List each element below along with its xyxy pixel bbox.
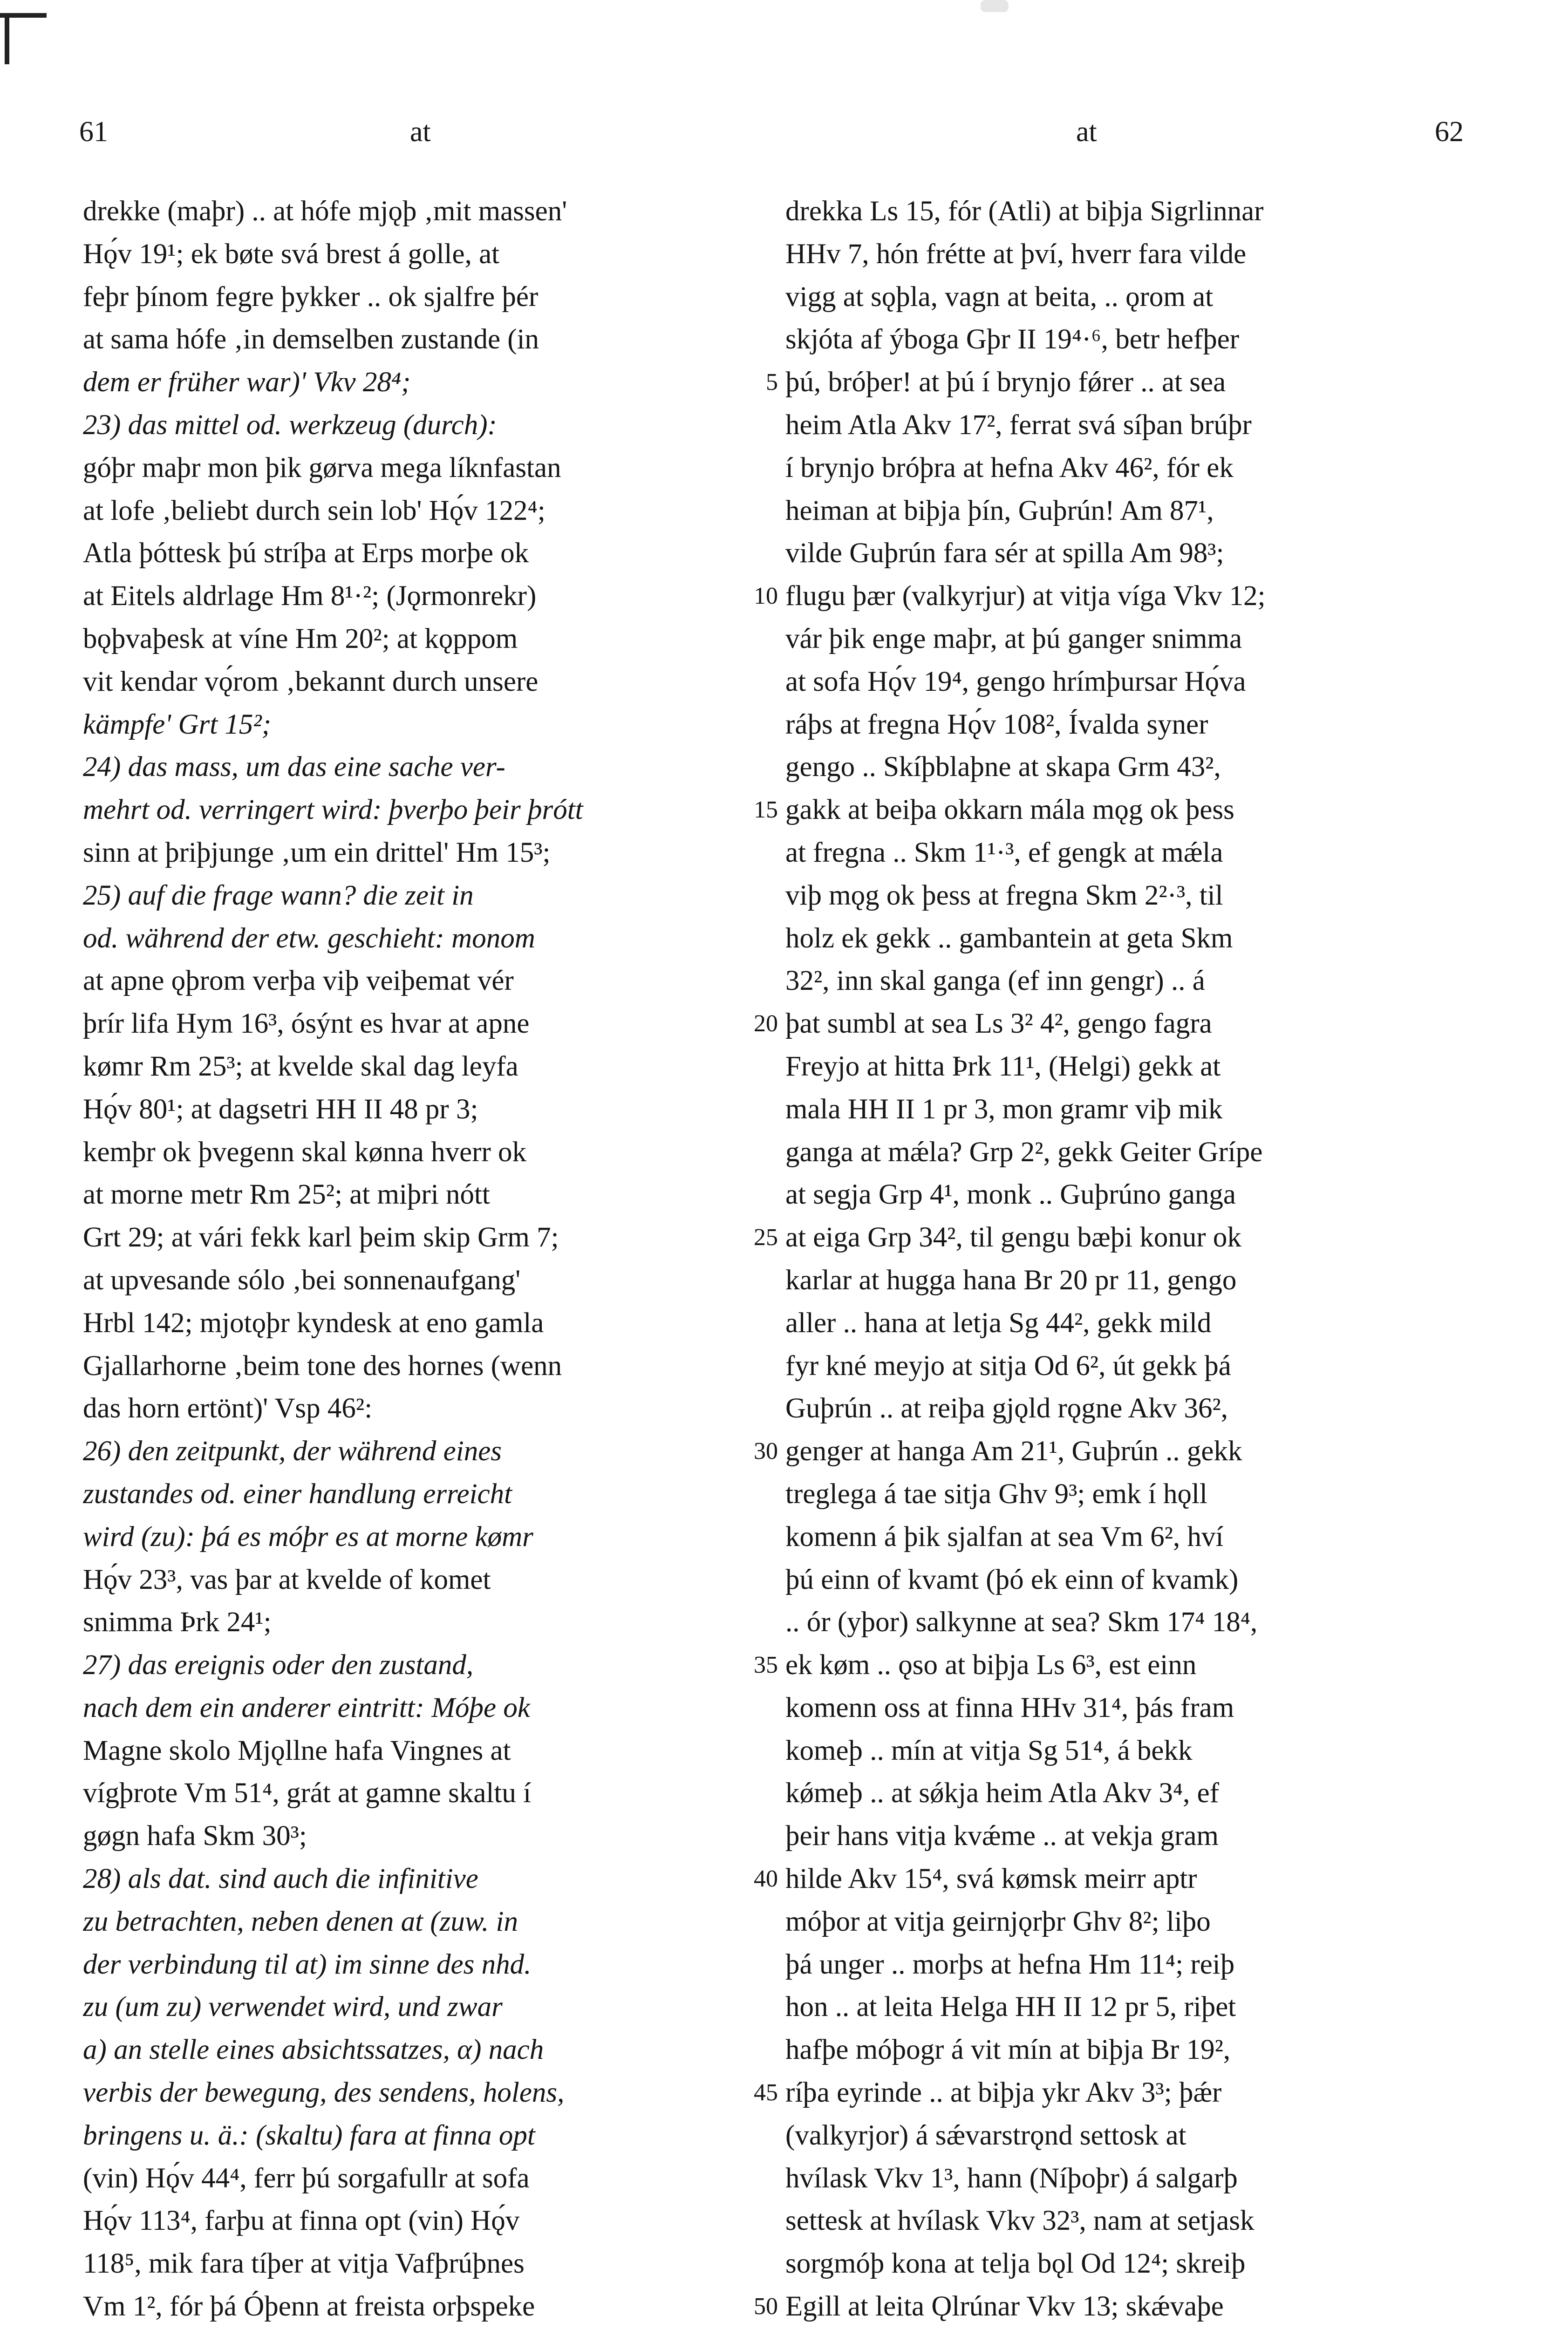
left-text-line: góþr maþr mon þik gørva mega líknfastan [83,452,561,484]
left-text-line: verbis der bewegung, des sendens, holens, [83,2077,565,2109]
left-text-line: feþr þínom fegre þykker .. ok sjalfre þér [83,281,539,313]
left-text-line: drekke (maþr) .. at hófe mjǫþ ‚mit massen' [83,196,567,227]
left-text-line: nach dem ein anderer eintritt: Móþe ok [83,1692,530,1723]
right-text-line: 32², inn skal ganga (ef inn gengr) .. á [785,965,1205,997]
left-text-line: Hrbl 142; mjotǫþr kyndesk at eno gamla [83,1307,544,1339]
right-text-line: komeþ .. mín at vitja Sg 51⁴, á bekk [785,1735,1193,1766]
line-number: 35 [754,1652,778,1679]
right-text-line: heiman at biþja þín, Guþrún! Am 87¹, [785,495,1214,526]
right-text-line: Freyjo at hitta Þrk 11¹, (Helgi) gekk at [785,1050,1221,1082]
left-text-line: snimma Þrk 24¹; [83,1607,272,1638]
right-page-number: 62 [1435,116,1464,148]
right-text-line: vár þik enge maþr, at þú ganger snimma [785,623,1242,654]
right-text-line: genger at hanga Am 21¹, Guþrún .. gekk [785,1436,1242,1467]
line-number: 50 [754,2293,778,2320]
left-text-line: zustandes od. einer handlung erreicht [83,1478,512,1510]
left-text-line: od. während der etw. geschieht: monom [83,922,535,954]
left-text-line: at Eitels aldrlage Hm 8¹·²; (Jǫrmonrekr) [83,580,537,612]
left-text-line: þrír lifa Hym 16³, ósýnt es hvar at apne [83,1008,530,1040]
left-text-line: wird (zu): þá es móþr es at morne kømr [83,1521,533,1553]
right-text-line: HHv 7, hón frétte at því, hverr fara vilde [785,238,1247,270]
left-text-line: kømr Rm 25³; at kvelde skal dag leyfa [83,1050,518,1082]
right-text-column [785,190,1463,2329]
right-text-line: þú, bróþer! at þú í brynjo fǿrer .. at sea [785,367,1226,398]
right-text-line: at fregna .. Skm 1¹·³, ef gengk at mǽla [785,837,1223,868]
right-text-line: komenn á þik sjalfan at sea Vm 6², hví [785,1521,1224,1553]
right-text-line: viþ mǫg ok þess at fregna Skm 2²·³, til [785,879,1223,911]
left-text-line: 27) das ereignis oder den zustand, [83,1649,474,1681]
left-text-line: vit kendar vǫ́rom ‚bekannt durch unsere [83,666,539,697]
right-text-line: hilde Akv 15⁴, svá kømsk meirr aptr [785,1863,1197,1895]
left-text-line: zu betrachten, neben denen at (zuw. in [83,1906,518,1937]
right-text-line: þá unger .. morþs at hefna Hm 11⁴; reiþ [785,1948,1235,1980]
right-text-line: at eiga Grp 34², til gengu bæþi konur ok [785,1222,1241,1253]
left-text-line: at morne metr Rm 25²; at miþri nótt [83,1179,490,1211]
left-text-line: dem er früher war)' Vkv 28⁴; [83,367,411,398]
right-text-line: komenn oss at finna HHv 31⁴, þás fram [785,1692,1234,1723]
left-text-column [83,190,761,2329]
left-text-line: at apne ǫþrom verþa viþ veiþemat vér [83,965,514,997]
left-text-line: Vm 1², fór þá Óþenn at freista orþspeke [83,2291,535,2322]
right-text-line: aller .. hana at letja Sg 44², gekk mild [785,1307,1212,1339]
left-text-line: 24) das mass, um das eine sache ver- [83,751,505,783]
left-text-line: 28) als dat. sind auch die infinitive [83,1863,478,1895]
left-text-line: sinn at þriþjunge ‚um ein drittel' Hm 15³; [83,837,551,868]
left-text-line: 25) auf die frage wann? die zeit in [83,879,474,911]
right-text-line: heim Atla Akv 17², ferrat svá síþan brúþr [785,409,1252,441]
left-text-line: Magne skolo Mjǫllne hafa Vingnes at [83,1735,511,1766]
line-number: 15 [754,797,778,824]
line-number: 5 [766,369,778,396]
scan-corner-mark [0,0,51,65]
line-number: 30 [754,1438,778,1465]
left-text-line: Hǫ́v 23³, vas þar at kvelde of komet [83,1564,491,1595]
left-text-line: bǫþvaþesk at víne Hm 20²; at kǫppom [83,623,518,654]
line-number: 40 [754,1866,778,1893]
left-text-line: at upvesande sólo ‚bei sonnenaufgang' [83,1264,521,1296]
right-text-line: ganga at mǽla? Grp 2², gekk Geiter Grípe [785,1136,1263,1168]
left-text-line: Gjallarhorne ‚beim tone des hornes (wenn [83,1350,562,1382]
right-text-line: hvílask Vkv 1³, hann (Níþoþr) á salgarþ [785,2162,1238,2194]
right-text-line: skjóta af ýboga Gþr II 19⁴·⁶, betr hefþer [785,324,1240,355]
right-text-line: í brynjo bróþra at hefna Akv 46², fór ek [785,452,1234,484]
right-text-line: fyr kné meyjo at sitja Od 6², út gekk þá [785,1350,1231,1382]
right-text-line: ríþa eyrinde .. at biþja ykr Akv 3³; þǽr [785,2077,1222,2109]
line-number: 45 [754,2079,778,2106]
left-text-line: kämpfe' Grt 15²; [83,708,272,740]
line-number: 25 [754,1224,778,1251]
left-text-line: der verbindung til at) im sinne des nhd. [83,1948,532,1980]
left-text-line: bringens u. ä.: (skaltu) fara at finna opt [83,2119,535,2151]
right-text-line: drekka Ls 15, fór (Atli) at biþja Sigrlinnar [785,196,1264,227]
right-text-line: Egill at leita Ǫlrúnar Vkv 13; skǽvaþe [785,2291,1224,2322]
right-text-line: sorgmóþ kona at telja bǫl Od 12⁴; skreiþ [785,2248,1246,2280]
right-text-line: treglega á tae sitja Ghv 9³; emk í hǫll [785,1478,1207,1510]
left-text-line: Hǫ́v 113⁴, farþu at finna opt (vin) Hǫ́v [83,2205,520,2237]
right-text-line: flugu þær (valkyrjur) at vitja víga Vkv 12; [785,580,1266,612]
left-text-line: zu (um zu) verwendet wird, und zwar [83,1991,503,2023]
left-text-line: (vin) Hǫ́v 44⁴, ferr þú sorgafullr at sofa [83,2162,530,2194]
right-text-line: þat sumbl at sea Ls 3² 4², gengo fagra [785,1008,1212,1040]
left-running-head: at [410,116,431,148]
left-text-line: 26) den zeitpunkt, der während eines [83,1436,502,1467]
right-text-line: þú einn of kvamt (þó ek einn of kvamk) [785,1564,1239,1595]
right-text-line: móþor at vitja geirnjǫrþr Ghv 8²; liþo [785,1906,1211,1937]
line-number: 10 [754,583,778,610]
scan-artifact [981,0,1009,12]
left-page-number: 61 [79,116,108,148]
left-text-line: Hǫ́v 80¹; at dagsetri HH II 48 pr 3; [83,1093,478,1125]
left-text-line: 118⁵, mik fara tíþer at vitja Vafþrúþnes [83,2248,525,2280]
left-text-line: at sama hófe ‚in demselben zustande (in [83,324,539,355]
right-text-line: vigg at sǫþla, vagn at beita, .. ǫrom at [785,281,1213,313]
right-text-line: at segja Grp 4¹, monk .. Guþrúno ganga [785,1179,1236,1211]
right-text-line: hon .. at leita Helga HH II 12 pr 5, riþet [785,1991,1236,2023]
right-text-line: ek køm .. ǫso at biþja Ls 6³, est einn [785,1649,1197,1681]
right-text-line: gakk at beiþa okkarn mála mǫg ok þess [785,794,1234,826]
right-text-line: (valkyrjor) á sǽvarstrǫnd settosk at [785,2119,1186,2151]
right-text-line: mala HH II 1 pr 3, mon gramr viþ mik [785,1093,1223,1125]
line-number: 20 [754,1010,778,1037]
right-text-line: kǿmeþ .. at sǿkja heim Atla Akv 3⁴, ef [785,1777,1220,1809]
left-text-line: kemþr ok þvegenn skal kønna hverr ok [83,1136,527,1168]
right-text-line: settesk at hvílask Vkv 32³, nam at setjask [785,2205,1254,2237]
right-text-line: .. ór (yþor) salkynne at sea? Skm 17⁴ 18⁴, [785,1607,1258,1638]
left-text-line: Atla þóttesk þú stríþa at Erps morþe ok [83,538,529,569]
left-text-line: Hǫ́v 19¹; ek bøte svá brest á golle, at [83,238,500,270]
right-text-line: vilde Guþrún fara sér at spilla Am 98³; [785,538,1224,569]
left-text-line: mehrt od. verringert wird: þverþo þeir þrótt [83,794,583,826]
left-text-line: Grt 29; at vári fekk karl þeim skip Grm 7; [83,1222,559,1253]
right-text-line: hafþe móþogr á vit mín at biþja Br 19², [785,2034,1231,2066]
right-text-line: karlar at hugga hana Br 20 pr 11, gengo [785,1264,1237,1296]
left-text-line: at lofe ‚beliebt durch sein lob' Hǫ́v 122⁴; [83,495,545,526]
right-text-line: Guþrún .. at reiþa gjǫld rǫgne Akv 36², [785,1393,1228,1424]
right-text-line: gengo .. Skíþblaþne at skapa Grm 43², [785,751,1221,783]
left-text-line: gøgn hafa Skm 30³; [83,1820,307,1852]
right-text-line: holz ek gekk .. gambantein at geta Skm [785,922,1233,954]
left-text-line: 23) das mittel od. werkzeug (durch): [83,409,497,441]
right-running-head: at [1076,116,1097,148]
left-text-line: das horn ertönt)' Vsp 46²: [83,1393,373,1424]
left-text-line: vígþrote Vm 51⁴, grát at gamne skaltu í [83,1777,532,1809]
right-text-line: at sofa Hǫ́v 19⁴, gengo hrímþursar Hǫ́va [785,666,1246,697]
right-text-line: þeir hans vitja kvǽme .. at vekja gram [785,1820,1219,1852]
left-text-line: a) an stelle eines absichtssatzes, α) nach [83,2034,544,2066]
right-text-line: ráþs at fregna Hǫ́v 108², Ívalda syner [785,708,1208,740]
